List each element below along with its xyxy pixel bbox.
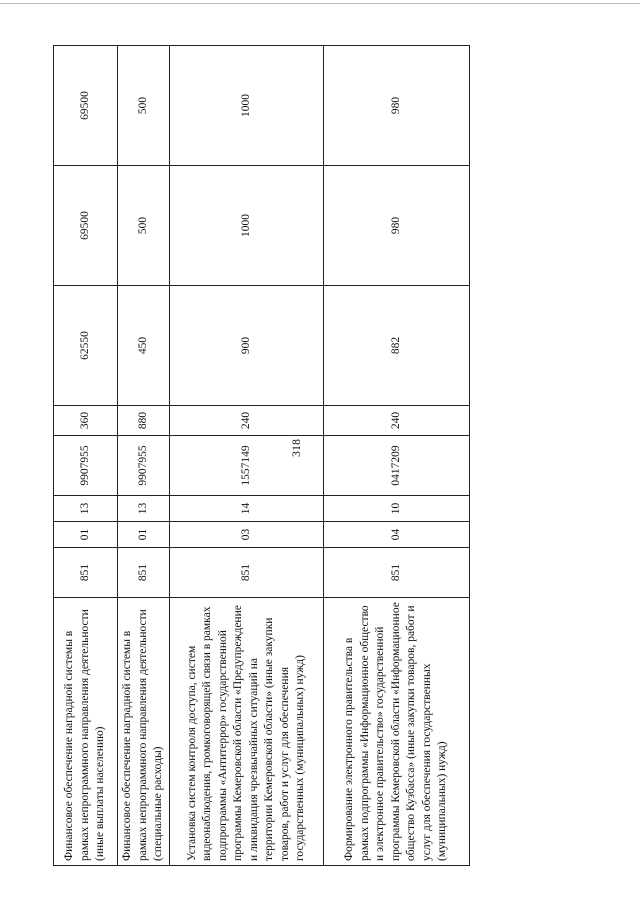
cell-amount-2: 980: [324, 166, 470, 286]
rotated-table-container: [53, 46, 469, 866]
row-description: Формирование электронного правительства в рамках подпрограммы «Информационное общество и электронное правительство» государственной программы Кемеровской области «Информационное общество Кузбасса» (иные закупки товаров, работ и услуг для обеспечения государственных (муниципальных) нужд): [324, 598, 470, 866]
cell-amount-1: 450: [118, 286, 170, 406]
cell-amount-2: 69500: [54, 166, 118, 286]
page-number: 318: [289, 439, 303, 457]
cell-amount-3: 1000: [170, 46, 324, 166]
cell-section: 04: [324, 522, 470, 548]
cell-subsection: 13: [118, 496, 170, 522]
cell-expense-type: 240: [324, 406, 470, 436]
table-row: [54, 46, 118, 866]
cell-amount-1: 882: [324, 286, 470, 406]
cell-subsection: 14: [170, 496, 324, 522]
cell-target-article: 9907955: [54, 436, 118, 496]
cell-target-article: 0417209: [324, 436, 470, 496]
cell-amount-1: 900: [170, 286, 324, 406]
row-description: Финансовое обеспечение наградной системы в рамках непрограммного направления деятельности (иные выплаты населению): [54, 598, 118, 866]
cell-target-article: 1557149: [170, 436, 324, 496]
cell-amount-2: 500: [118, 166, 170, 286]
cell-ministry-code: 851: [170, 548, 324, 598]
cell-section: 01: [118, 522, 170, 548]
cell-expense-type: 240: [170, 406, 324, 436]
table-row: [170, 46, 324, 866]
cell-expense-type: 880: [118, 406, 170, 436]
cell-ministry-code: 851: [54, 548, 118, 598]
budget-table: [53, 45, 470, 866]
cell-target-article: 9907955: [118, 436, 170, 496]
row-description: Финансовое обеспечение наградной системы в рамках непрограммного направления деятельности (специальные расходы): [118, 598, 170, 866]
cell-subsection: 13: [54, 496, 118, 522]
cell-amount-3: 69500: [54, 46, 118, 166]
cell-section: 01: [54, 522, 118, 548]
cell-section: 03: [170, 522, 324, 548]
cell-amount-1: 62550: [54, 286, 118, 406]
cell-amount-3: 500: [118, 46, 170, 166]
cell-expense-type: 360: [54, 406, 118, 436]
cell-ministry-code: 851: [118, 548, 170, 598]
page-top-rule: [0, 3, 640, 4]
cell-amount-2: 1000: [170, 166, 324, 286]
table-row: [118, 46, 170, 866]
cell-ministry-code: 851: [324, 548, 470, 598]
table-row: [324, 46, 470, 866]
cell-subsection: 10: [324, 496, 470, 522]
cell-amount-3: 980: [324, 46, 470, 166]
row-description: Установка систем контроля доступа, систем видеонаблюдения, громкоговорящей связи в рамках подпрограммы «Антитеррор» государственной программы Кемеровской области «Предупреждение и ликвидация чрезвычайных ситуаций на территории Кемеровской области» (иные закупки товаров, работ и услуг для обеспечения государственных (муниципальных) нужд): [170, 598, 324, 866]
